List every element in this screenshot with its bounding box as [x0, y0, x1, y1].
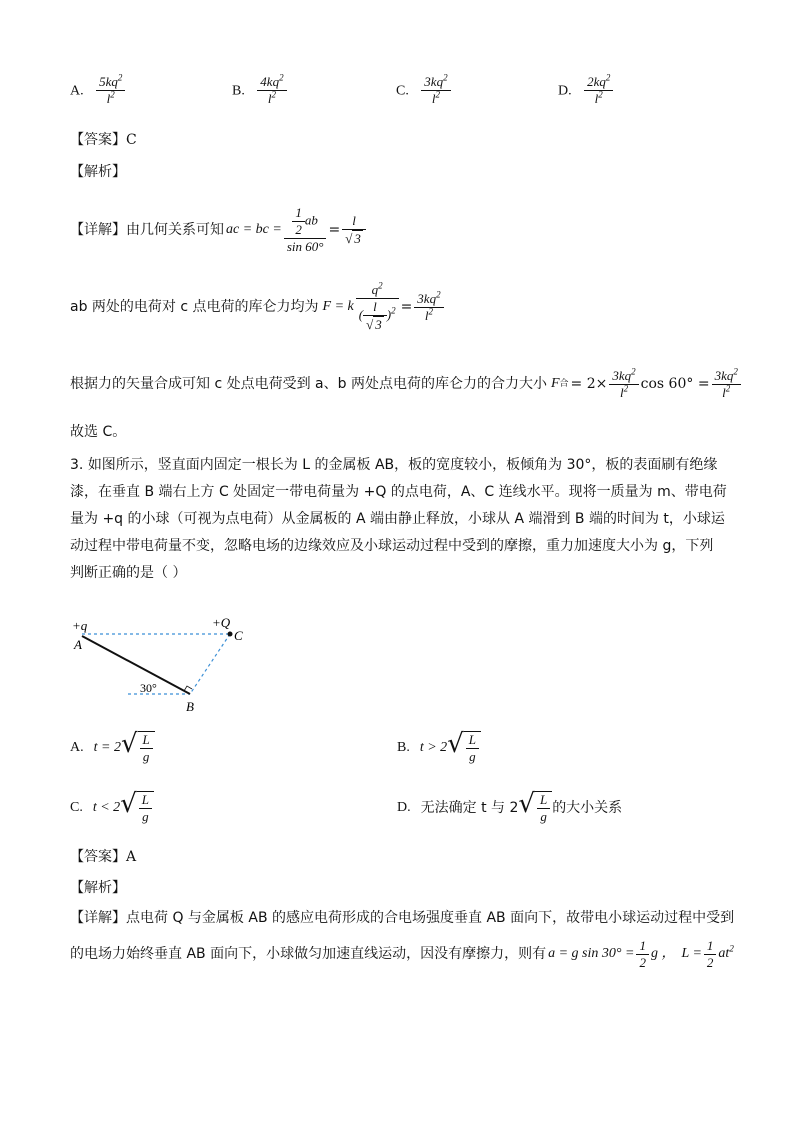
option-label: A. [70, 740, 84, 755]
sqrt-expr: √ $\frac{L}{g}$ [120, 791, 154, 825]
answer-value: C [126, 132, 137, 148]
q2-option-c [396, 74, 453, 107]
formula-lhs: ac = bc = [226, 222, 282, 237]
sqrt-expr: √ $\frac{L}{g}$ [447, 731, 481, 765]
answer-tag: 【答案】 [70, 849, 126, 865]
question-line: 判断正确的是（ ） [70, 565, 187, 581]
q2-option-a [70, 74, 127, 107]
question-line: 动过程中带电荷量不变，忽略电场的边缘效应及小球运动过程中受到的摩擦，重力加速度大小为 g，下列 [70, 538, 714, 554]
formula-fraction: $q^2$ ( $\frac{l}{√ 3}$ )$^2$ [356, 282, 399, 333]
q2-detail-line2 [70, 272, 446, 342]
formula-f: F [550, 376, 560, 391]
formula-fraction: $\frac{3kq^2}{l^2}$ [414, 291, 443, 324]
formula-a: a = g sin 30° = [548, 946, 635, 961]
q3-analysis-tag: 【解析】 [70, 880, 126, 896]
q2-option-b [232, 74, 289, 107]
option-text: 的大小关系 [552, 800, 623, 816]
formula-cos: cos 60° = [640, 376, 710, 392]
q2-detail-line1 [70, 200, 368, 260]
q3-option-c [70, 786, 154, 830]
detail-text: 根据力的矢量合成可知 c 处点电荷受到 a、b 两处点电荷的库仑力的合力大小 [70, 376, 547, 392]
charge-point-c [228, 632, 233, 637]
q3-question [70, 452, 730, 587]
equals: = [400, 299, 413, 315]
option-fraction: $\frac{3kq^2}{l^2}$ [421, 74, 450, 107]
option-fraction: $\frac{5kq^2}{l^2}$ [96, 74, 125, 107]
q3-figure [66, 614, 256, 718]
q3-detail-line1 [70, 908, 734, 928]
bc-dashed-line [190, 634, 230, 694]
label-a: A [74, 637, 82, 652]
option-label: C. [70, 800, 83, 815]
detail-text: 由几何关系可知 [126, 222, 224, 238]
formula-tail: $at^2$ [718, 943, 734, 961]
option-lhs: t = 2 [93, 740, 121, 755]
detail-tag: 【详解】 [70, 222, 126, 238]
answer-tag: 【答案】 [70, 132, 126, 148]
right-angle-marker [184, 686, 192, 691]
formula-fraction: $\frac{3kq^2}{l^2}$ [609, 368, 638, 401]
metal-plate-ab [82, 636, 190, 694]
label-plus-q: +q [72, 618, 88, 633]
q2-detail-line3: 根据力的矢量合成可知 c 处点电荷受到 a、b 两处点电荷的库仑力的合力大小 F 合 = 2× $\frac{3kq^2}{l^2}$ cos 60° = $\frac{3kq^2}{l^2}$ [70, 362, 743, 406]
option-fraction: $\frac{2kq^2}{l^2}$ [584, 74, 613, 107]
option-label: B. [397, 740, 410, 755]
sqrt-expr: √ $\frac{L}{g}$ [121, 731, 155, 765]
option-text: 无法确定 t 与 2 [420, 800, 519, 816]
q3-answer [70, 847, 136, 867]
formula-tail: g ， [650, 946, 676, 961]
formula-fraction: $\frac{1}{2}$ [636, 938, 649, 971]
option-lhs: t > 2 [419, 740, 448, 755]
q3-option-b [397, 726, 481, 770]
q3-detail-line2 [70, 934, 734, 974]
sqrt-expr: √ $\frac{L}{g}$ [518, 791, 552, 825]
option-label: B. [232, 83, 245, 99]
option-lhs: t < 2 [92, 800, 121, 815]
formula-fraction: $\frac{1}{2}$ ab sin 60° [284, 205, 327, 255]
label-b: B [186, 699, 194, 714]
option-label: D. [558, 83, 572, 99]
q2-analysis-tag: 【解析】 [70, 164, 126, 180]
equals: = [328, 222, 341, 238]
question-line: 量为 +q 的小球（可视为点电荷）从金属板的 A 端由静止释放，小球从 A 端滑到 B 端的时间为 t，小球运 [70, 511, 725, 527]
formula-fraction: $\frac{1}{2}$ [704, 938, 717, 971]
label-plus-big-q: +Q [212, 615, 231, 630]
question-line: 漆，在垂直 B 端右上方 C 处固定一带电荷量为 +Q 的点电荷，A、C 连线水平。现将一质量为 m、带电荷 [70, 484, 727, 500]
detail-tag: 【详解】 [70, 910, 126, 926]
q2-answer [70, 130, 137, 150]
detail-text: 点电荷 Q 与金属板 AB 的感应电荷形成的合电场强度垂直 AB 面向下，故带电小球运动过程中受到 [126, 910, 735, 926]
q2-option-d [558, 74, 615, 107]
formula-fraction: $\frac{3kq^2}{l^2}$ [712, 368, 741, 401]
option-label: A. [70, 83, 84, 99]
label-angle: 30° [140, 681, 157, 695]
formula-fraction: $\frac{l}{√ 3}$ [342, 213, 366, 247]
formula-l: L = [681, 946, 702, 961]
question-line: 3. 如图所示，竖直面内固定一根长为 L 的金属板 AB，板的宽度较小，板倾角为 30°，板的表面刷有绝缘 [70, 457, 718, 473]
q3-option-a [70, 726, 155, 770]
option-fraction: $\frac{4kq^2}{l^2}$ [257, 74, 286, 107]
q3-option-d [397, 786, 622, 830]
label-c: C [234, 628, 243, 643]
detail-text: ab 两处的电荷对 c 点电荷的库仑力均为 [70, 299, 319, 315]
formula-mid: = 2× [570, 376, 608, 392]
q2-conclusion: 故选 C。 [70, 424, 127, 440]
option-label: C. [396, 83, 409, 99]
option-label: D. [397, 800, 411, 815]
answer-value: A [126, 849, 137, 865]
detail-text: 的电场力始终垂直 AB 面向下，小球做匀加速直线运动，因没有摩擦力，则有 [70, 946, 547, 962]
formula-lhs: F = k [322, 299, 354, 314]
